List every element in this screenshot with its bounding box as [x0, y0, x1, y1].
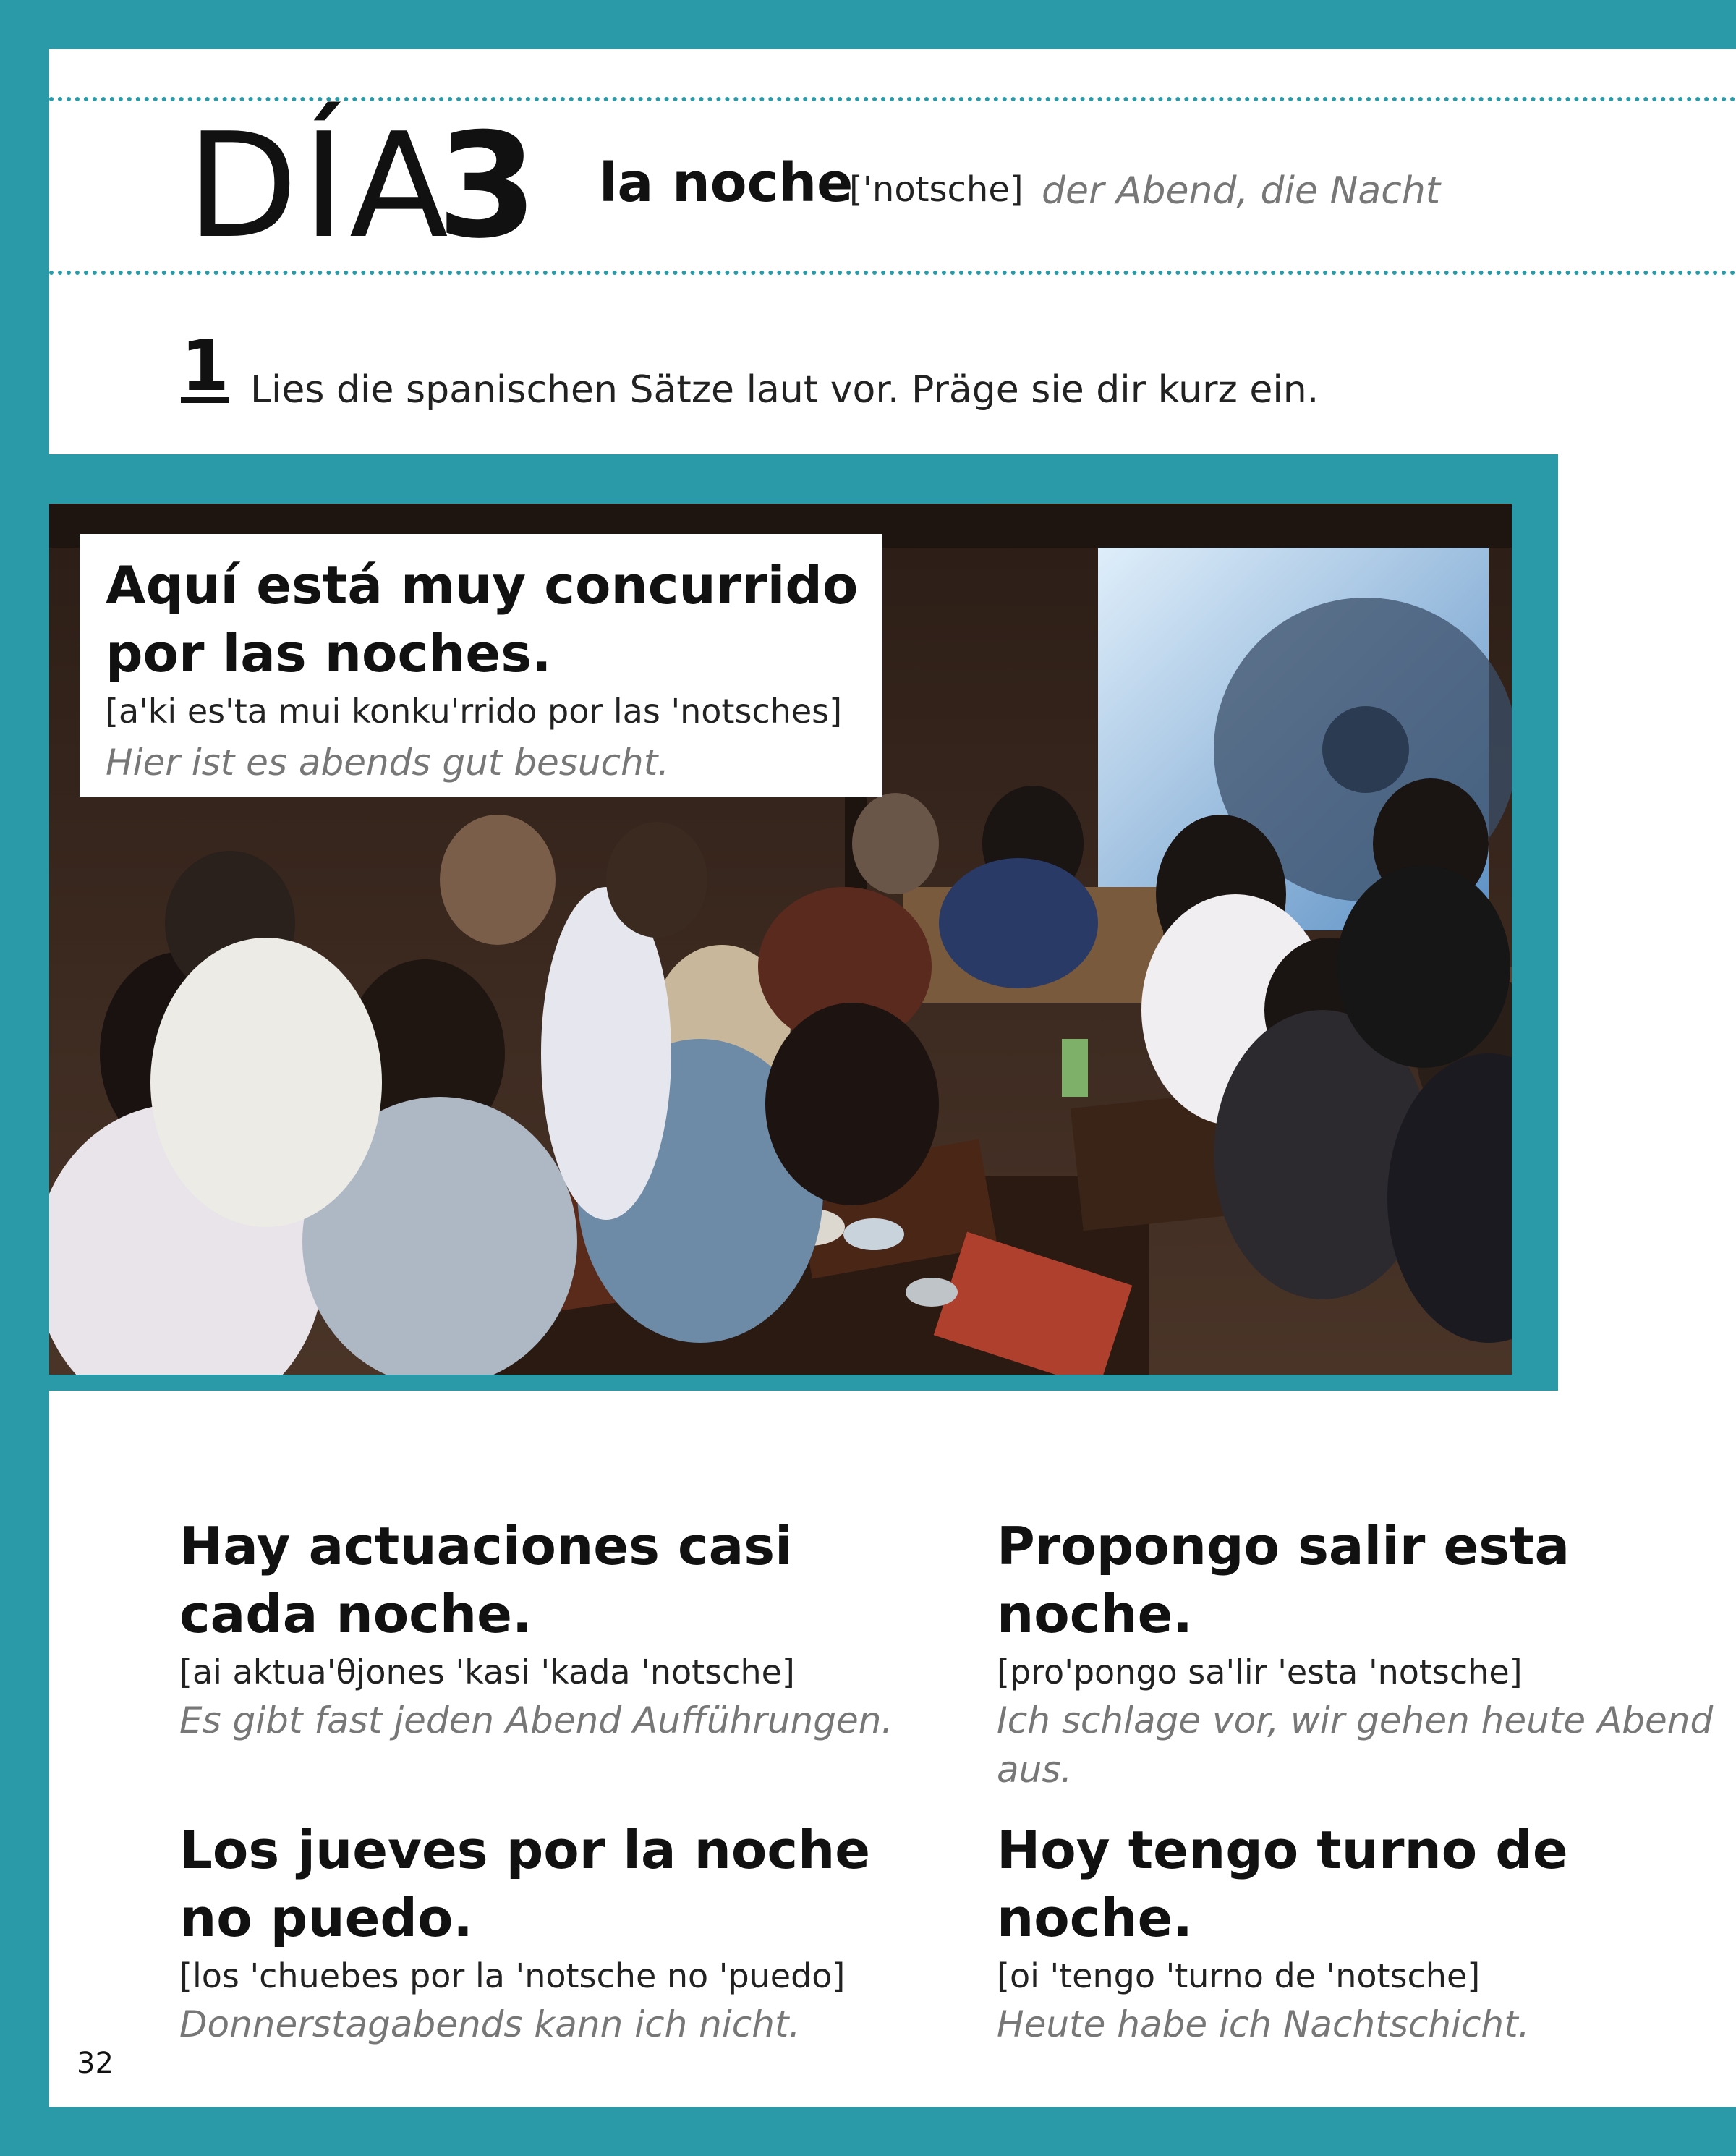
- phrase-spanish: Propongo salir esta noche.: [997, 1516, 1570, 1644]
- photo-caption-box: [80, 534, 882, 797]
- phrase-card: [179, 1512, 917, 1745]
- phrase-spanish: Los jueves por la noche no puedo.: [179, 1820, 871, 1948]
- phrase-card: [997, 1512, 1735, 1794]
- caption-spanish: [106, 551, 872, 687]
- day-number: 3: [437, 102, 538, 271]
- caption-german: Hier ist es abends gut besucht.: [106, 742, 670, 784]
- phrase-german: Heute habe ich Nachtschicht.: [997, 2003, 1530, 2045]
- phrase-pronunciation: [los 'chuebes por la 'notsche no 'puedo]: [179, 1956, 846, 1995]
- phrase-spanish: Hoy tengo turno de noche.: [997, 1820, 1568, 1948]
- phrase-german: Es gibt fast jeden Abend Aufführungen.: [179, 1699, 893, 1741]
- phrase-card: [997, 1816, 1735, 2049]
- caption-spanish-line-2: por las noches.: [106, 623, 552, 684]
- vocab-word: la noche: [599, 152, 854, 214]
- exercise-number: 1: [181, 326, 229, 407]
- caption-spanish-line-1: Aquí está muy concurrido: [106, 555, 859, 616]
- vocab-translation: der Abend, die Nacht: [1042, 169, 1441, 213]
- dotted-divider-top: [49, 97, 1736, 101]
- caption-pronunciation: [a'ki es'ta mui konku'rrido por las 'notsches]: [106, 692, 843, 731]
- page-number: 32: [77, 2047, 114, 2080]
- phrase-german: Ich schlage vor, wir gehen heute Abend aus.: [997, 1699, 1714, 1791]
- phrase-card: [179, 1816, 917, 2049]
- phrase-spanish: Hay actuaciones casi cada noche.: [179, 1516, 793, 1644]
- dotted-divider-bottom: [49, 271, 1736, 275]
- day-label: DÍA: [187, 102, 453, 271]
- phrase-pronunciation: [pro'pongo sa'lir 'esta 'notsche]: [997, 1652, 1523, 1692]
- phrase-german: Donnerstagabends kann ich nicht.: [179, 2003, 801, 2045]
- phrase-pronunciation: [ai aktua'θjones 'kasi 'kada 'notsche]: [179, 1652, 795, 1692]
- page: [49, 49, 1736, 2107]
- phrase-pronunciation: [oi 'tengo 'turno de 'notsche]: [997, 1956, 1481, 1995]
- exercise-instruction: Lies die spanischen Sätze laut vor. Präge sie dir kurz ein.: [250, 368, 1319, 412]
- vocab-pronunciation: ['notsche]: [849, 169, 1024, 210]
